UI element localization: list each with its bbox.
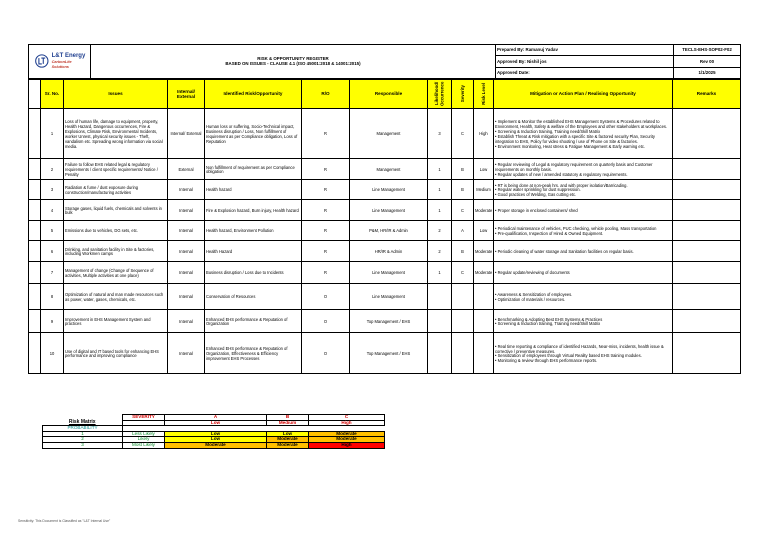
col-issues: Issues (64, 79, 168, 109)
remarks-cell (673, 221, 741, 241)
mitigation-cell: • Awareness & Sensitization of employees. • Optimization of materials / resources. (494, 284, 673, 310)
issues-cell: Drinking, and sanitation facility in Site & factories, including Workmen camps (64, 241, 168, 262)
ro-cell: R (302, 221, 350, 241)
likelihood-cell (428, 284, 452, 310)
issues-cell: Radiation & fume / dust exposure during construction/manufacturing activities (64, 180, 168, 200)
remarks-cell (673, 310, 741, 333)
remarks-cell (673, 180, 741, 200)
issues-cell: Emissions due to vehicles, DG sets, etc. (64, 221, 168, 241)
col-risk-level: Risk Level (474, 79, 494, 109)
matrix-cell: Moderate (267, 437, 309, 443)
approved-date-label: Approved Date: (496, 67, 674, 78)
col-identified: Identified Risk/Opportunity (205, 79, 302, 109)
sr-cell: 10 (41, 333, 64, 374)
mitigation-cell: • Periodical maintenance of vehicles, PUC checking, vehicle pooling, Mass transportation • Pre-qualification, Inspection of Hired & Owned Equipment. (494, 221, 673, 241)
col-responsible: Responsible (350, 79, 428, 109)
sev-name-low: Low (165, 420, 267, 426)
mitigation-cell: • Regular update/reviewing of documents (494, 262, 673, 284)
brand-name: L&T Energy (51, 53, 86, 60)
int-ext-cell: Internal (168, 180, 205, 200)
risk-level-cell (474, 284, 494, 310)
spacer (29, 221, 41, 241)
risk-level-cell: Moderate (474, 241, 494, 262)
matrix-rows (43, 431, 385, 448)
responsible-cell: Line Management (350, 180, 428, 200)
col-severity: Severity (452, 79, 474, 109)
likelihood-cell: 3 (428, 109, 452, 159)
mitigation-cell: • Periodic cleaning of water storage and Sanitation facilities on regular basis. (494, 241, 673, 262)
remarks-cell (673, 159, 741, 180)
identified-cell: Business disruption / Loss due to Incidents (205, 262, 302, 284)
matrix-cell: Low (267, 431, 309, 437)
matrix-cell: Moderate (165, 442, 267, 448)
ro-cell: R (302, 262, 350, 284)
company-logo (35, 53, 89, 70)
responsible-cell: Top Management / EHS (350, 333, 428, 374)
matrix-cell: High (309, 442, 385, 448)
responsible-cell: Line Management (350, 284, 428, 310)
severity-cell: B (452, 241, 474, 262)
probability-number: 3 (43, 442, 123, 448)
likelihood-cell: 1 (428, 262, 452, 284)
severity-cell: C (452, 109, 474, 159)
register-table (28, 79, 741, 375)
likelihood-cell: 1 (428, 180, 452, 200)
sev-name-medium: Medium (267, 420, 309, 426)
severity-cell (452, 310, 474, 333)
probability-number: 1 (43, 431, 123, 437)
spacer (29, 262, 41, 284)
title-line-1: RISK & OPPORTUNITY REGISTER (257, 56, 329, 62)
table-row (29, 159, 741, 180)
matrix-cell: Moderate (267, 442, 309, 448)
severity-cell: B (452, 159, 474, 180)
identified-cell: Human loss or suffering, Socio-Technical impact, Business disruption / Loss, Non fulfillment of requirement as per Compliance obligation, Loss of Reputation (205, 109, 302, 159)
table-row (29, 109, 741, 159)
issues-cell: Loss of human life, damage to equipment, property, Health Hazard, Dangerous occurrences, Fire & Explosions, Climate Risk, Environmental Incidents, worker Unrest, physical security issues - Theft, vandalism etc. Spreading wrong information via social media. (64, 109, 168, 159)
remarks-cell (673, 284, 741, 310)
register-rows (29, 109, 741, 374)
sev-name-high: High (309, 420, 385, 426)
severity-cell: B (452, 180, 474, 200)
table-row (29, 241, 741, 262)
risk-level-cell: High (474, 109, 494, 159)
issues-cell: Use of digital and IT based tools for enhancing EHS performance and improving compliance (64, 333, 168, 374)
identified-cell: Enhanced EHS performance & Reputation of Organization, Effectiveness & Efficiency improvement EHS Processes (205, 333, 302, 374)
responsible-cell: Management (350, 159, 428, 180)
remarks-cell (673, 333, 741, 374)
mitigation-cell: • Regular reviewing of Legal & regulatory requirement on quarterly basis and Customer requirements on monthly basis. • Regular updates of new / amended statutory & regulatory requirements. (494, 159, 673, 180)
col-mitigation: Mitigation or Action Plan / Realising Opportunity (494, 79, 673, 109)
responsible-cell: Management (350, 109, 428, 159)
document-title (91, 45, 496, 79)
table-row (29, 221, 741, 241)
responsible-cell: Top Management / EHS (350, 310, 428, 333)
ro-cell: O (302, 310, 350, 333)
risk-level-cell (474, 333, 494, 374)
spacer (29, 109, 41, 159)
int-ext-cell: Internal (168, 284, 205, 310)
column-header-row (29, 79, 741, 109)
spacer (29, 284, 41, 310)
approved-by: Approved By: Nishil jos (496, 56, 674, 67)
risk-level-cell: Low (474, 221, 494, 241)
header-table (28, 44, 741, 79)
int-ext-cell: External (168, 159, 205, 180)
identified-cell: Enhanced EHS performance & Reputation of Organization (205, 310, 302, 333)
likelihood-cell: 1 (428, 200, 452, 221)
sensitivity-footnote: Sensitivity: This Document is Classified as "L&T Internal Use" (18, 519, 111, 523)
spacer (29, 200, 41, 221)
probability-number: 2 (43, 437, 123, 443)
register-sheet (28, 44, 740, 374)
risk-level-cell: Moderate (474, 262, 494, 284)
int-ext-cell: Internal (168, 241, 205, 262)
mitigation-cell: • Proper storage in enclosed containers/ shed (494, 200, 673, 221)
likelihood-cell: 1 (428, 159, 452, 180)
mitigation-cell: • RT is being done at non-peak hrs. and with proper isolation/Barricading. • Regular water sprinkling for dust suppression. • Good practices of Welding, Gas cutting etc. (494, 180, 673, 200)
identified-cell: Health Hazard (205, 241, 302, 262)
int-ext-cell: Internal (168, 221, 205, 241)
table-row (29, 262, 741, 284)
revision: Rev 00 (674, 56, 741, 67)
responsible-cell: Line Management (350, 262, 428, 284)
prepared-by: Prepared By: Ramanuj Yadav (496, 45, 674, 56)
remarks-cell (673, 200, 741, 221)
identified-cell: Health hazard (205, 180, 302, 200)
issues-cell: Optimization of natural and man made resources such as power, water, gases, chemicals, etc. (64, 284, 168, 310)
ro-cell: R (302, 200, 350, 221)
int-ext-cell: Internal/ External (168, 109, 205, 159)
sr-cell: 4 (41, 200, 64, 221)
remarks-cell (673, 241, 741, 262)
matrix-cell: Moderate (309, 437, 385, 443)
doc-number: TECLS-EHS-SOP02-F02 (674, 45, 741, 56)
sr-cell: 8 (41, 284, 64, 310)
spacer (29, 241, 41, 262)
probability-name: Less Likely (123, 431, 165, 437)
likelihood-cell: 2 (428, 241, 452, 262)
ro-cell: O (302, 284, 350, 310)
identified-cell: Fire & Explosion hazard, Burn injury, Health hazard (205, 200, 302, 221)
ro-cell: R (302, 180, 350, 200)
matrix-cell: Moderate (309, 431, 385, 437)
probability-name: Likely (123, 437, 165, 443)
sev-col-b: B (267, 415, 309, 421)
severity-label: SEVERITY (123, 415, 165, 421)
mitigation-cell: • Real time reporting & compliance of identified Hazards, Near-miss, incidents, health issue & corrective / preventive measures. • Sensitization of employees through Virtual Reality based EHS training modules. • Monitoring & review through EHS performance reports. (494, 333, 673, 374)
likelihood-cell (428, 333, 452, 374)
sr-cell: 5 (41, 221, 64, 241)
title-line-2: BASED ON ISSUES - CLAUSE 4.1 (ISO 45001:2018 & 14001:2015) (225, 61, 361, 67)
risk-matrix (42, 414, 385, 449)
risk-level-cell (474, 310, 494, 333)
risk-level-cell: Low (474, 159, 494, 180)
severity-cell (452, 284, 474, 310)
spacer (29, 333, 41, 374)
col-ro: R/O (302, 79, 350, 109)
int-ext-cell: Internal (168, 262, 205, 284)
probability-name: Most Likely (123, 442, 165, 448)
table-row (29, 284, 741, 310)
sr-cell: 7 (41, 262, 64, 284)
ro-cell: O (302, 333, 350, 374)
sr-cell: 2 (41, 159, 64, 180)
matrix-cell: Low (165, 437, 267, 443)
severity-cell (452, 333, 474, 374)
table-row (29, 333, 741, 374)
risk-level-cell: Moderate (474, 200, 494, 221)
remarks-cell (673, 262, 741, 284)
likelihood-cell (428, 310, 452, 333)
table-row (29, 200, 741, 221)
sev-col-a: A (165, 415, 267, 421)
identified-cell: Non fulfillment of requirement as per Compliance obligation (205, 159, 302, 180)
col-sr-no: Sr. No. (41, 79, 64, 109)
matrix-title: Risk Matrix (68, 419, 96, 426)
issues-cell: Storage gases, liquid fuels, chemicals and solvents in bulk (64, 200, 168, 221)
col-internal-external: Internal/ External (168, 79, 205, 109)
issues-cell: Improvement in EHS Management System and practices (64, 310, 168, 333)
int-ext-cell: Internal (168, 333, 205, 374)
int-ext-cell: Internal (168, 200, 205, 221)
remarks-cell (673, 109, 741, 159)
spacer-cell (29, 79, 41, 109)
col-remarks: Remarks (673, 79, 741, 109)
issues-cell: Management of change (Change of Sequence of activities, Multiple activities at one place) (64, 262, 168, 284)
matrix-row (43, 442, 385, 448)
likelihood-cell: 2 (428, 221, 452, 241)
issues-cell: Failure to follow EHS related legal & regulatory requirements / client specific requirements/ Notice / Penalty (64, 159, 168, 180)
ro-cell: R (302, 241, 350, 262)
severity-cell: A (452, 221, 474, 241)
responsible-cell: P&M, HR/IR & Admin (350, 221, 428, 241)
risk-level-cell: Medium (474, 180, 494, 200)
identified-cell: Health hazard, Environment Pollution (205, 221, 302, 241)
col-likelihood: Likelihood/ Occurrence (428, 79, 452, 109)
ro-cell: R (302, 109, 350, 159)
matrix-cell: Low (165, 431, 267, 437)
responsible-cell: HR/IR & Admin (350, 241, 428, 262)
int-ext-cell: Internal (168, 310, 205, 333)
lt-logo-icon (35, 54, 49, 68)
responsible-cell: Line Management (350, 200, 428, 221)
spacer (29, 180, 41, 200)
severity-cell: C (452, 200, 474, 221)
sev-col-c: C (309, 415, 385, 421)
ro-cell: R (302, 159, 350, 180)
mitigation-cell: • Benchmarking & Adopting Best EHS Systems & Practices • Screening & Induction training, Training need/Skill Matrix (494, 310, 673, 333)
table-row (29, 310, 741, 333)
spacer (29, 159, 41, 180)
sr-cell: 9 (41, 310, 64, 333)
sr-cell: 1 (41, 109, 64, 159)
spacer (29, 310, 41, 333)
probability-label: PROBABILITY (43, 426, 123, 432)
mitigation-cell: • Implement & Monitor the established EHS Management Systems & Procedures related to Environment, Health, Safety & welfare of the Employees and other stakeholders at workplaces. • Screening & Induction training, Training need/Skill Matrix • Establish Threat & Risk mitigation with a specific Site & factored security Plan, Security integration to EHS, Policy for video shooting / use of Phone on Site & factories. • Environment monitoring, Heat stress & Fatigue Management & Early warning etc. (494, 109, 673, 159)
severity-cell: C (452, 262, 474, 284)
sr-cell: 3 (41, 180, 64, 200)
table-row (29, 180, 741, 200)
sr-cell: 6 (41, 241, 64, 262)
identified-cell: Conservation of Resources (205, 284, 302, 310)
brand-subtitle: CarbonLite Solutions (51, 60, 72, 70)
logo-cell (29, 45, 91, 79)
approved-date: 1/1/2025 (674, 67, 741, 78)
